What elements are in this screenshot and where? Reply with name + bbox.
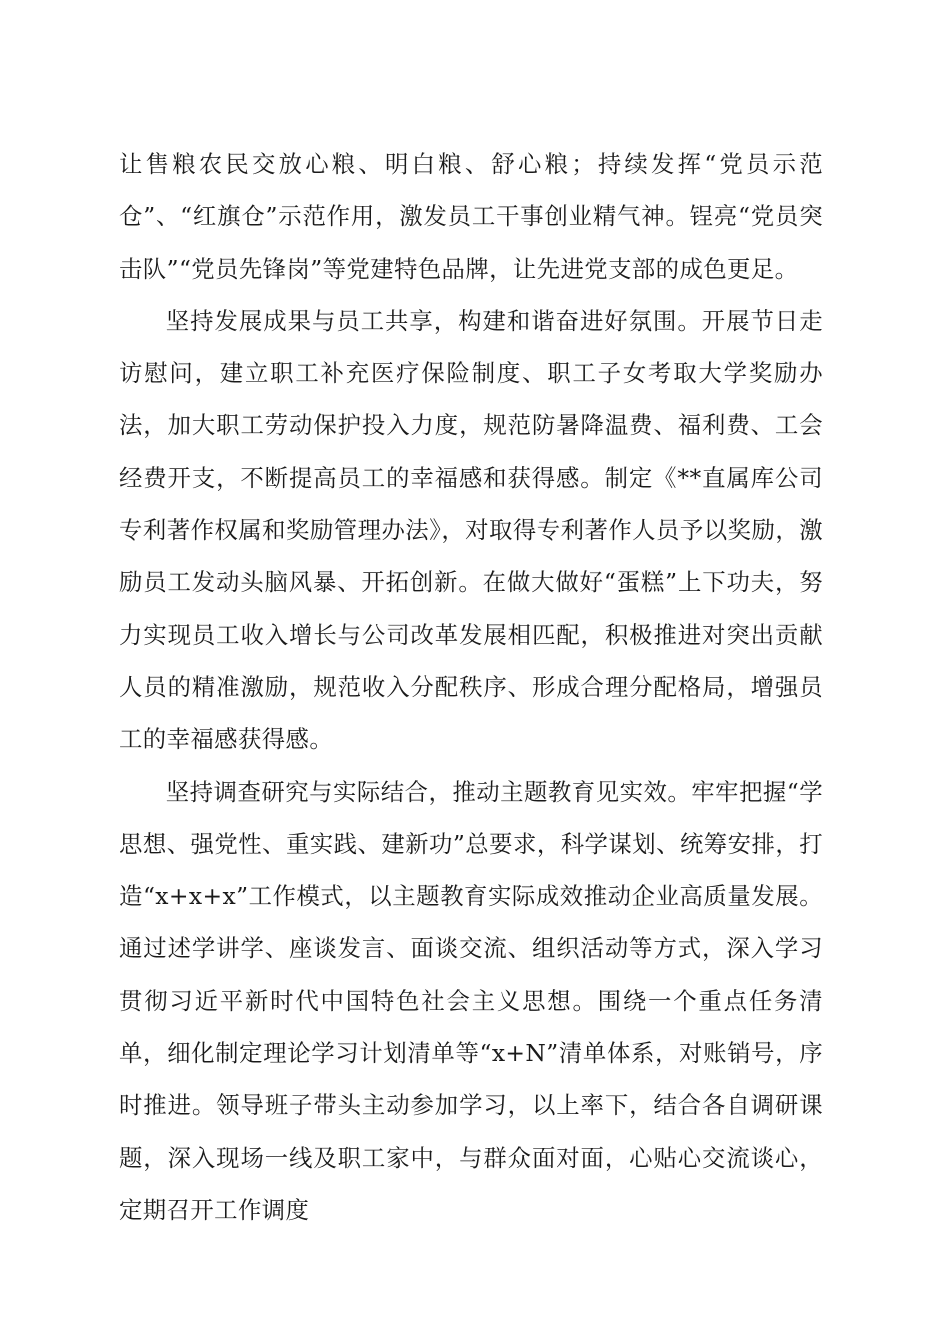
paragraph-3: 坚持调查研究与实际结合，推动主题教育见实效。牢牢把握“学思想、强党性、重实践、建新功”总要求，科学谋划、统筹安排，打造“x+x+x”工作模式，以主题教育实际成效推动企业高质量发展。通过述学讲学、座谈发言、面谈交流、组织活动等方式，深入学习贯彻习近平新时代中国特色社会主义思想。围绕一个重点任务清单，细化制定理论学习计划清单等“x+N”清单体系，对账销号，序时推进。领导班子带头主动参加学习，以上率下，结合各自调研课题，深入现场一线及职工家中，与群众面对面，心贴心交流谈心，定期召开工作调度 (119, 777, 823, 1224)
paragraph-2: 坚持发展成果与员工共享，构建和谐奋进好氛围。开展节日走访慰问，建立职工补充医疗保险制度、职工子女考取大学奖励办法，加大职工劳动保护投入力度，规范防暑降温费、福利费、工会经费开支，不断提高员工的幸福感和获得感。制定《**直属库公司专利著作权属和奖励管理办法》，对取得专利著作人员予以奖励，激励员工发动头脑风暴、开拓创新。在做大做好“蛋糕”上下功夫，努力实现员工收入增长与公司改革发展相匹配，积极推进对突出贡献人员的精准激励，规范收入分配秩序、形成合理分配格局，增强员工的幸福感获得感。 (119, 306, 823, 754)
document-body (119, 138, 823, 1236)
paragraph-1: 让售粮农民交放心粮、明白粮、舒心粮；持续发挥“党员示范仓”、“红旗仓”示范作用，激发员工干事创业精气神。锃亮“党员突击队”“党员先锋岗”等党建特色品牌，让先进党支部的成色更足。 (119, 150, 823, 283)
